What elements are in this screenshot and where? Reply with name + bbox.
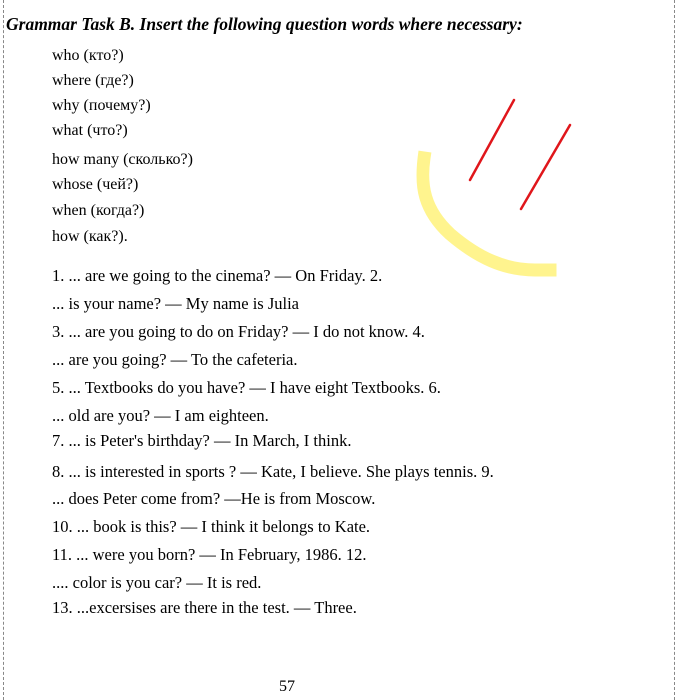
question-word: whose (чей?) bbox=[52, 176, 139, 193]
page-number: 57 bbox=[279, 678, 295, 695]
question-word: how (как?). bbox=[52, 228, 128, 245]
highlighter-stroke bbox=[423, 158, 550, 270]
exercise-line: 8. ... is interested in sports ? — Kate, I believe. She plays tennis. 9. bbox=[52, 462, 494, 481]
exercise-line: 7. ... is Peter's birthday? — In March, I think. bbox=[52, 431, 352, 450]
exercise-line: 10. ... book is this? — I think it belongs to Kate. bbox=[52, 517, 371, 536]
exercise-line: 13. ...excersises are there in the test. — Three. bbox=[52, 598, 357, 617]
page-border-left bbox=[3, 0, 4, 700]
exercise-line: 3. ... are you going to do on Friday? — I do not know. 4. bbox=[52, 322, 425, 341]
pen-stroke bbox=[470, 100, 514, 180]
question-word: why (почему?) bbox=[52, 97, 151, 114]
exercise-line: 1. ... are we going to the cinema? — On Friday. 2. bbox=[52, 266, 383, 285]
exercise-line: 5. ... Textbooks do you have? — I have eight Textbooks. 6. bbox=[52, 378, 441, 397]
exercise-line: ... old are you? — I am eighteen. bbox=[52, 406, 269, 425]
question-word: who (кто?) bbox=[52, 47, 124, 64]
question-word: what (что?) bbox=[52, 122, 128, 139]
exercise-line: ... is your name? — My name is Julia bbox=[52, 294, 300, 313]
question-word: how many (сколько?) bbox=[52, 151, 193, 168]
exercise-line: 11. ... were you born? — In February, 1986. 12. bbox=[52, 545, 367, 564]
page-border-right bbox=[674, 0, 675, 700]
question-word: where (где?) bbox=[52, 72, 134, 89]
exercise-line: ... does Peter come from? —He is from Moscow. bbox=[52, 489, 376, 508]
pen-stroke bbox=[521, 125, 570, 209]
exercise-line: .... color is you car? — It is red. bbox=[52, 573, 262, 592]
exercise-line: ... are you going? — To the cafeteria. bbox=[52, 350, 298, 369]
task-title: Grammar Task B. Insert the following question words where necessary: bbox=[6, 14, 523, 34]
question-word: when (когда?) bbox=[52, 202, 145, 219]
